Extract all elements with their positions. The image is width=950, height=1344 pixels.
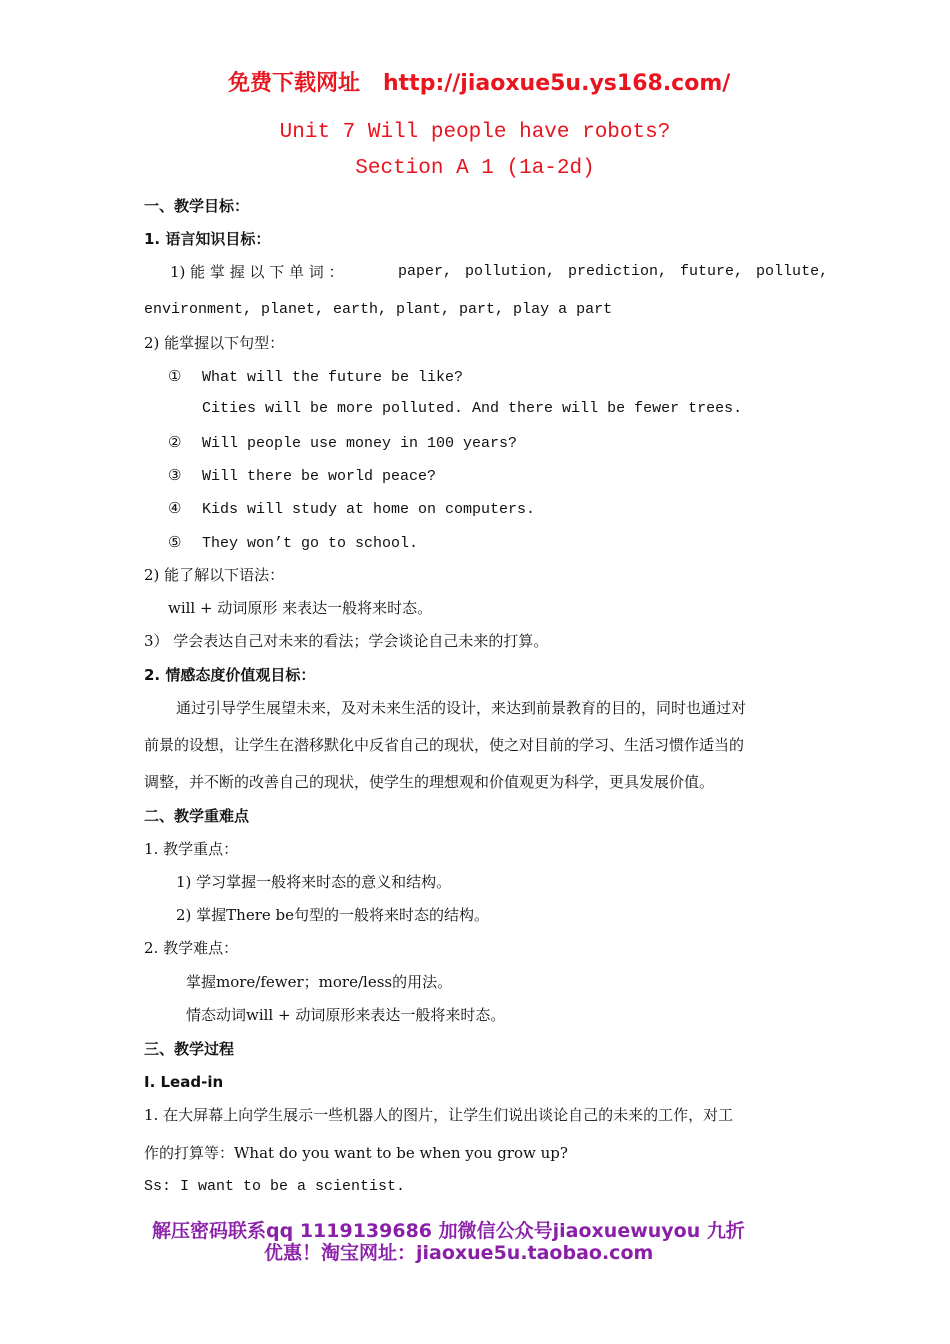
pattern-1 (168, 366, 463, 388)
pattern-5 (168, 532, 418, 554)
key-heading: 1. 教学重点： (144, 840, 239, 858)
header-label: 免费下载网址 (228, 71, 361, 96)
difficulty-heading: 2. 教学难点： (144, 939, 239, 957)
vocab-words-line2: environment, planet, earth, plant, part, play a part (144, 301, 613, 318)
page-subtitle: Section A 1 (1a-2d) (355, 157, 595, 180)
lead-in-line-3: Ss: I want to be a scientist. (144, 1178, 406, 1195)
subheading-language: 1. 语言知识目标： (144, 230, 271, 248)
header-url[interactable]: http://jiaoxue5u.ys168.com/ (383, 71, 731, 96)
pattern-number: ② (168, 433, 182, 451)
pattern-text: Will people use money in 100 years? (202, 435, 518, 452)
lead-in-line-1: 1. 在大屏幕上向学生展示一些机器人的图片，让学生们说出谈论自己的未来的工作，对工 (144, 1106, 734, 1124)
lead-in-heading: Ⅰ. Lead-in (144, 1073, 224, 1091)
pattern-number: ⑤ (168, 533, 182, 551)
item-3: 3） 学会表达自己对未来的看法；学会谈论自己未来的打算。 (144, 632, 549, 650)
section-heading-process: 三、教学过程 (144, 1040, 235, 1058)
pattern-4 (168, 498, 535, 520)
difficulty-2: 情态动词will + 动词原形来表达一般将来时态。 (186, 1006, 506, 1024)
emotion-line-2: 前景的设想，让学生在潜移默化中反省自己的现状，使之对目前的学习、生活习惯作适当的 (144, 736, 745, 754)
key-point-2: 2) 掌握There be句型的一般将来时态的结构。 (176, 906, 490, 924)
key-point-1: 1) 学习掌握一般将来时态的意义和结构。 (176, 873, 452, 891)
emotion-line-1: 通过引导学生展望未来，及对未来生活的设计，来达到前景教育的目的，同时也通过对 (176, 699, 747, 717)
pattern-text: They won’t go to school. (202, 535, 419, 552)
pattern-text: What will the future be like? (202, 369, 464, 386)
emotion-line-3: 调整，并不断的改善自己的现状，使学生的理想观和价值观更为科学，更具发展价值。 (144, 773, 715, 791)
pattern-text: Will there be world peace? (202, 468, 437, 485)
footer-line-1: 解压密码联系qq 1119139686 加微信公众号jiaoxuewuyou 九折 (152, 1220, 745, 1242)
page-title: Unit 7 Will people have robots? (279, 121, 671, 144)
section-heading-key-points: 二、教学重难点 (144, 807, 250, 825)
footer-line-2: 优惠！淘宝网址：jiaoxue5u.taobao.com (264, 1242, 654, 1264)
difficulty-1: 掌握more/fewer；more/less的用法。 (186, 973, 453, 991)
vocab-words-line1: paper, pollution, prediction, future, pollute, (398, 263, 829, 280)
vocab-label: 1) 能 掌 握 以 下 单 词 ： (170, 263, 344, 281)
pattern-number: ③ (168, 466, 182, 484)
pattern-3 (168, 465, 436, 487)
pattern-text: Kids will study at home on computers. (202, 501, 536, 518)
subheading-emotion: 2. 情感态度价值观目标： (144, 666, 316, 684)
lead-in-line-2: 作的打算等：What do you want to be when you grow up? (144, 1144, 568, 1162)
pattern-2 (168, 432, 517, 454)
grammar-text: will + 动词原形 来表达一般将来时态。 (168, 599, 433, 617)
patterns-heading: 2) 能掌握以下句型： (144, 334, 285, 352)
pattern-number: ④ (168, 499, 182, 517)
section-heading-objectives: 一、教学目标： (144, 197, 250, 215)
pattern-number: ① (168, 367, 182, 385)
pattern-1-answer: Cities will be more polluted. And there will be fewer trees. (202, 400, 743, 417)
grammar-heading: 2) 能了解以下语法： (144, 566, 285, 584)
